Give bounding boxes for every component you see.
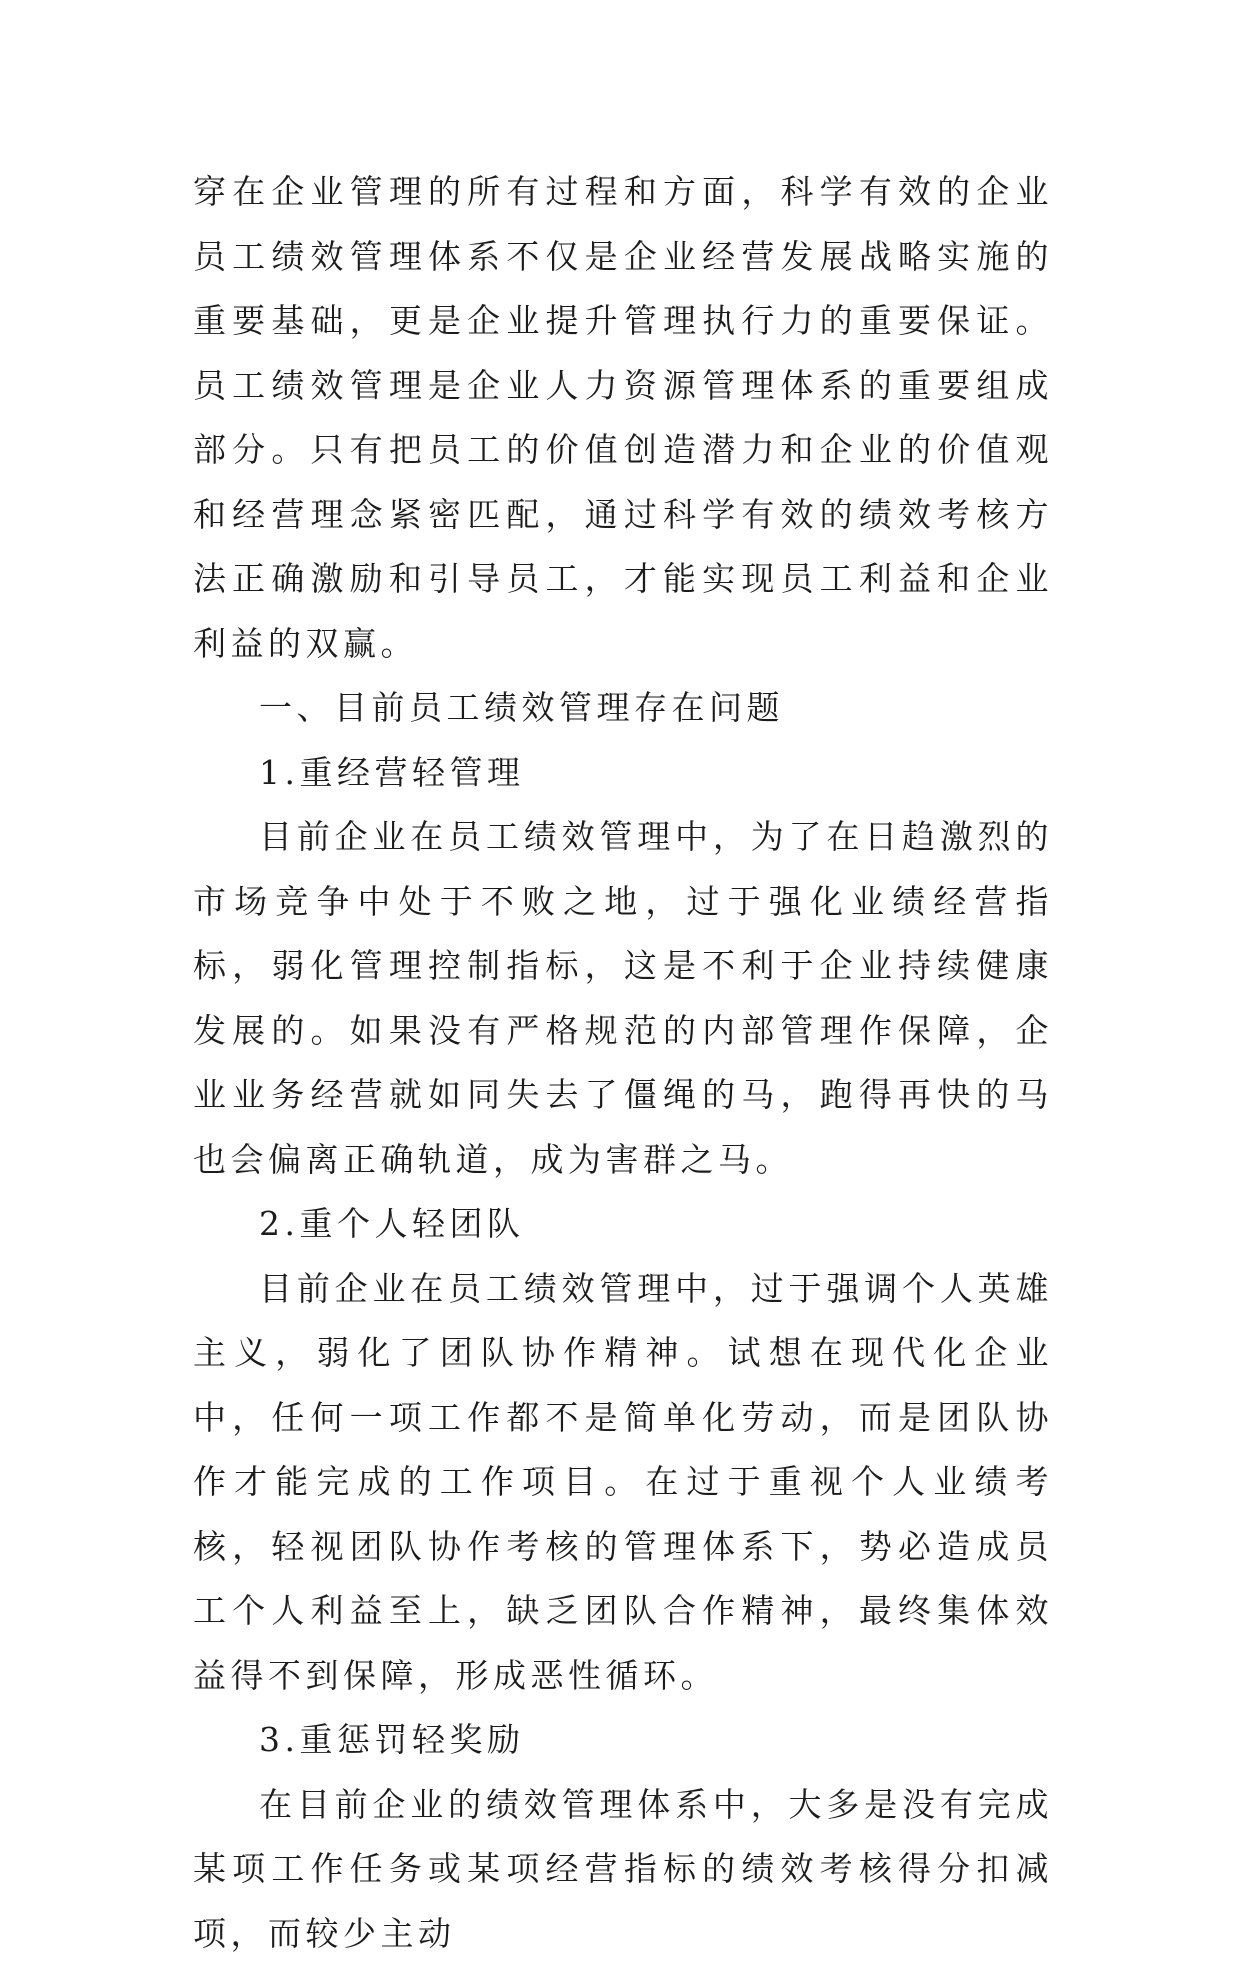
subheading-1: 1.重经营轻管理 bbox=[193, 741, 1053, 806]
paragraph-punishment: 在目前企业的绩效管理体系中，大多是没有完成某项工作任务或某项经营指标的绩效考核得分扣减项，而较少主动 bbox=[193, 1773, 1053, 1966]
paragraph-team: 目前企业在员工绩效管理中，过于强调个人英雄主义，弱化了团队协作精神。试想在现代化企业中，任何一项工作都不是简单化劳动，而是团队协作才能完成的工作项目。在过于重视个人业绩考核，轻视团队协作考核的管理体系下，势必造成员工个人利益至上，缺乏团队合作精神，最终集体效益得不到保障，形成恶性循环。 bbox=[193, 1257, 1053, 1709]
section-heading-1: 一、目前员工绩效管理存在问题 bbox=[193, 676, 1053, 741]
paragraph-intro-continued: 穿在企业管理的所有过程和方面，科学有效的企业员工绩效管理体系不仅是企业经营发展战略实施的重要基础，更是企业提升管理执行力的重要保证。员工绩效管理是企业人力资源管理体系的重要组成部分。只有把员工的价值创造潜力和企业的价值观和经营理念紧密匹配，通过科学有效的绩效考核方法正确激励和引导员工，才能实现员工利益和企业利益的双赢。 bbox=[193, 160, 1053, 676]
subheading-2: 2.重个人轻团队 bbox=[193, 1192, 1053, 1257]
paragraph-management: 目前企业在员工绩效管理中，为了在日趋激烈的市场竞争中处于不败之地，过于强化业绩经营指标，弱化管理控制指标，这是不利于企业持续健康发展的。如果没有严格规范的内部管理作保障，企业业务经营就如同失去了僵绳的马，跑得再快的马也会偏离正确轨道，成为害群之马。 bbox=[193, 805, 1053, 1192]
document-body bbox=[193, 160, 1053, 1966]
subheading-3: 3.重惩罚轻奖励 bbox=[193, 1708, 1053, 1773]
